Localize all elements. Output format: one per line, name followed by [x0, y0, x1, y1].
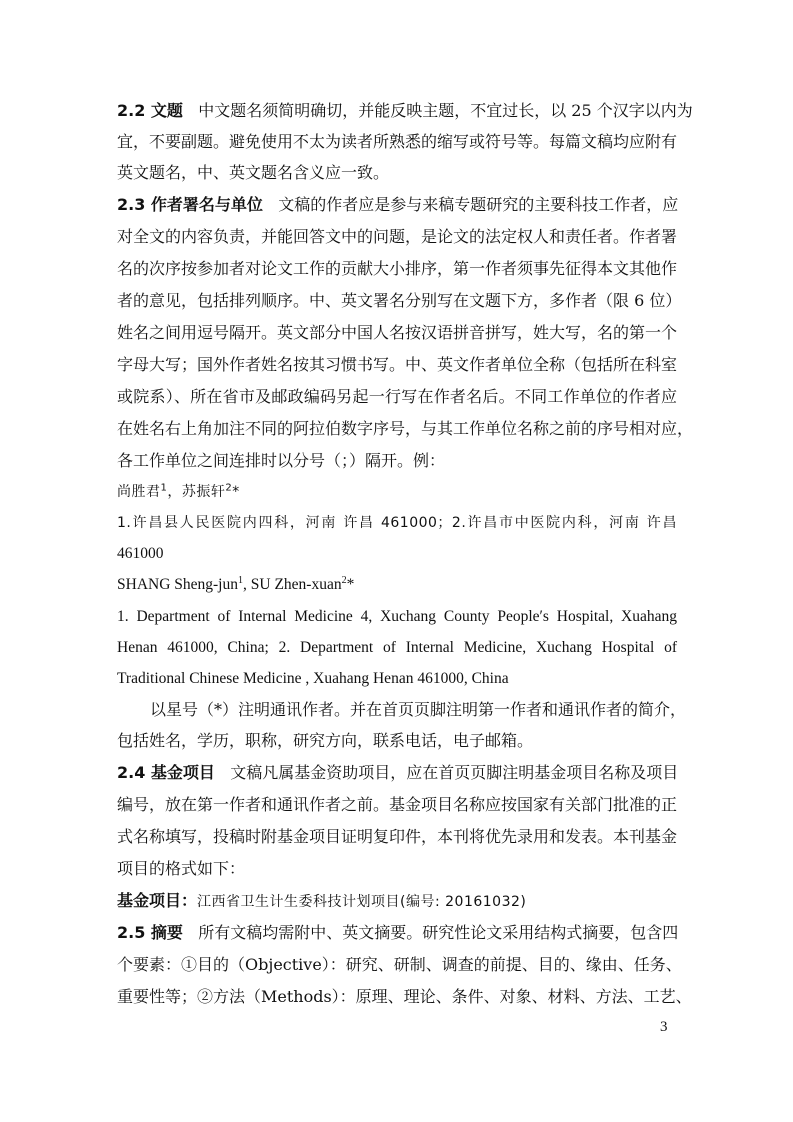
section-2-4-line-4: 项目的格式如下： [117, 859, 246, 878]
section-2-5-line-2: 个要素：①目的（Objective）：研究、研制、调查的前提、目的、缘由、任务、 [117, 955, 682, 974]
fund-value: 江西省卫生计生委科技计划项目(编号: 20161032) [197, 894, 527, 910]
section-2-5-line-1 [117, 922, 677, 944]
paragraph-text: 中文题名须简明确切，并能反映主题，不宜过长，以 25 个汉字以内为 [198, 101, 693, 120]
separator: , [243, 576, 251, 593]
section-2-3-line-7: 或院系）、所在省市及邮政编码另起一行写在作者名后。不同工作单位的作者应 [117, 387, 677, 406]
section-2-5-line-3: 重要性等；②方法（Methods）：原理、理论、条件、对象、材料、方法、工艺、 [117, 987, 692, 1006]
page-number: 3 [660, 1019, 668, 1035]
fund-example [117, 890, 526, 913]
paragraph-text: 所有文稿均需附中、英文摘要。研究性论文采用结构式摘要，包含四 [198, 923, 679, 942]
section-2-2-line-2: 宜，不要副题。避免使用不太为读者所熟悉的缩写或符号等。每篇文稿均应附有 [117, 132, 678, 151]
section-2-3-heading: 2.3 作者署名与单位 [117, 195, 263, 214]
corresponding-star: * [232, 484, 240, 500]
corresponding-star: * [346, 576, 355, 593]
section-2-2-line-1 [117, 100, 693, 122]
en-author-2-index: 2 [341, 574, 347, 586]
example-cn-affiliation-line-1: 1.许昌县人民医院内四科，河南 许昌 461000；2.许昌市中医院内科，河南 许昌 [117, 515, 677, 531]
example-en-authors [117, 574, 354, 596]
cn-author-2-index: 2 [225, 482, 233, 494]
section-2-3-line-4: 者的意见，包括排列顺序。中、英文署名分别写在文题下方，多作者（限 6 位） [117, 291, 682, 310]
section-2-5-heading: 2.5 摘要 [117, 923, 183, 942]
fund-label: 基金项目： [117, 891, 198, 910]
section-2-4-line-1 [117, 762, 677, 784]
paragraph-text: 文稿凡属基金资助项目，应在首页页脚注明基金项目名称及项目 [230, 763, 679, 782]
section-2-2-line-3: 英文题名，中、英文题名含义应一致。 [117, 163, 390, 182]
en-author-2: SU Zhen-xuan [250, 576, 342, 593]
section-2-3-line-9: 各工作单位之间连排时以分号（；）隔开。例： [117, 451, 446, 470]
section-2-4-line-2: 编号，放在第一作者和通讯作者之前。基金项目名称应按国家有关部门批准的正 [117, 795, 678, 814]
section-2-3-line-5: 姓名之间用逗号隔开。英文部分中国人名按汉语拼音拼写，姓大写，名的第一个 [117, 323, 678, 342]
section-2-3-line-2: 对全文的内容负责，并能回答文中的问题，是论文的法定权人和责任者。作者署 [117, 227, 678, 246]
section-2-2-heading: 2.2 文题 [117, 101, 183, 120]
example-en-affiliation-line-1: 1. Department of Internal Medicine 4, Xuchang County People′s Hospital, Xuahang [117, 608, 677, 625]
cn-author-1-index: 1 [160, 482, 168, 494]
corresponding-note-line-2: 包括姓名，学历，职称，研究方向，联系电话，电子邮箱。 [117, 731, 534, 750]
section-2-4-line-3: 式名称填写，投稿时附基金项目证明复印件，本刊将优先录用和发表。本刊基金 [117, 827, 678, 846]
en-author-1: SHANG Sheng-jun [117, 576, 238, 593]
example-en-affiliation-line-2: Henan 461000, China; 2. Department of Internal Medicine, Xuchang Hospital of [117, 639, 677, 656]
example-cn-affiliation-line-2: 461000 [117, 545, 164, 562]
cn-author-2: 苏振轩 [181, 484, 226, 500]
section-2-3-line-3: 名的次序按参加者对论文工作的贡献大小排序，第一作者须事先征得本文其他作 [117, 259, 678, 278]
cn-author-1: 尚胜君 [117, 484, 161, 500]
example-cn-authors [117, 481, 240, 503]
en-author-1-index: 1 [238, 574, 243, 586]
separator: ， [167, 484, 182, 500]
corresponding-note-line-1: 以星号（*）注明通讯作者。并在首页页脚注明第一作者和通讯作者的简介， [150, 700, 687, 719]
section-2-3-line-6: 字母大写；国外作者姓名按其习惯书写。中、英文作者单位全称（包括所在科室 [117, 355, 678, 374]
section-2-3-line-8: 在姓名右上角加注不同的阿拉伯数字序号，与其工作单位名称之前的序号相对应， [117, 419, 694, 438]
example-en-affiliation-line-3: Traditional Chinese Medicine , Xuahang Henan 461000, China [117, 670, 509, 687]
section-2-4-heading: 2.4 基金项目 [117, 763, 215, 782]
paragraph-text: 文稿的作者应是参与来稿专题研究的主要科技工作者，应 [278, 195, 679, 214]
section-2-3-line-1 [117, 194, 677, 216]
